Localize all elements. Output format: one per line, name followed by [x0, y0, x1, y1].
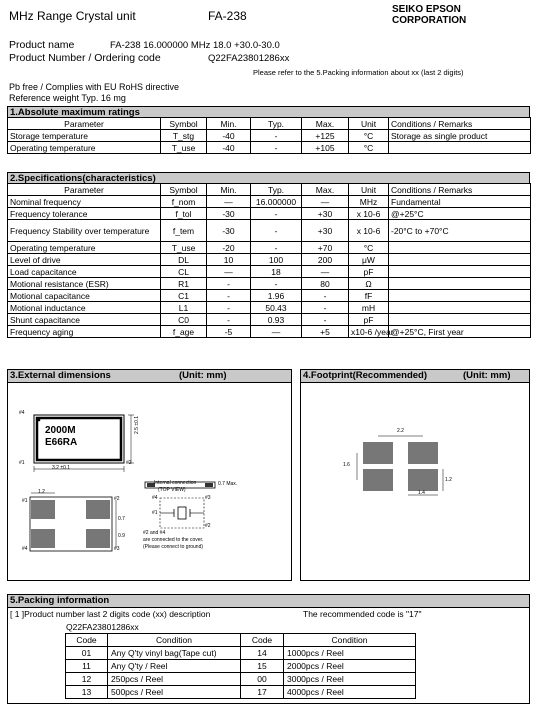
footprint-pad-4 [363, 469, 393, 491]
footprint-dim-right: 1.2 [445, 477, 452, 483]
table-cell: °C [349, 242, 389, 254]
packing-panel [7, 594, 530, 704]
pad-3 [86, 529, 110, 548]
table-cell: +125 [302, 130, 349, 142]
pin-label-2-top: #2 [126, 460, 132, 466]
pad-dim-c: 0.9 [118, 533, 125, 539]
table-cell: - [302, 314, 349, 326]
table-cell: DL [161, 254, 207, 266]
column-header: Symbol [161, 184, 207, 196]
table-cell: - [207, 290, 251, 302]
table-row [8, 130, 531, 142]
table-cell: - [207, 314, 251, 326]
footprint-pad-3 [408, 469, 438, 491]
table-cell: R1 [161, 278, 207, 290]
footprint-dim-bottom: 1.4 [418, 490, 425, 496]
packing-cell: 1000pcs / Reel [284, 647, 416, 660]
column-header: Unit [349, 118, 389, 130]
footprint-dim-left: 1.6 [343, 462, 350, 468]
packing-description: [ 1 ]Product number last 2 digits code (xx) description [10, 609, 211, 619]
table-cell: x 10-6 [349, 220, 389, 242]
table-cell: - [251, 242, 302, 254]
table-cell: — [251, 326, 302, 338]
table-cell [389, 290, 531, 302]
specs-header [8, 184, 531, 196]
marking-line-1: 2000M [45, 425, 76, 436]
table-cell: 200 [302, 254, 349, 266]
crystal-symbol [178, 507, 186, 519]
table-cell: - [251, 208, 302, 220]
footprint-unit: (Unit: mm) [463, 370, 511, 381]
document-title: MHz Range Crystal unit [9, 9, 136, 23]
packing-code-table [65, 633, 416, 699]
table-cell: pF [349, 314, 389, 326]
packing-cell: 13 [66, 686, 108, 699]
table-cell: -20 [207, 242, 251, 254]
packing-cell: Any Q'ty vinyl bag(Tape cut) [108, 647, 241, 660]
connection-note-1: #2 and #4 [143, 530, 166, 536]
conn-pin-3: #3 [205, 495, 211, 501]
table-cell: -5 [207, 326, 251, 338]
table-cell: °C [349, 130, 389, 142]
table-cell: 80 [302, 278, 349, 290]
table-cell: T_stg [161, 130, 207, 142]
table-cell: C0 [161, 314, 207, 326]
pin-label-4-bottom: #4 [22, 546, 28, 552]
table-cell: Level of drive [8, 254, 161, 266]
column-header: Typ. [251, 184, 302, 196]
packing-table-header [66, 634, 416, 647]
company-name: SEIKO EPSON CORPORATION [392, 4, 467, 26]
table-cell: - [302, 290, 349, 302]
footprint-title: 4.Footprint(Recommended) [303, 370, 428, 381]
packing-cell: Any Q'ty / Reel [108, 660, 241, 673]
packing-cell: 4000pcs / Reel [284, 686, 416, 699]
packing-cell: 00 [241, 673, 284, 686]
table-cell: — [302, 266, 349, 278]
table-cell: — [302, 196, 349, 208]
packing-cell: 500pcs / Reel [108, 686, 241, 699]
abs-max-title: 1.Absolute maximum ratings [7, 106, 530, 118]
table-cell: - [302, 302, 349, 314]
product-name-value: FA-238 16.000000 MHz 18.0 +30.0-30.0 [110, 40, 280, 51]
table-row [8, 254, 531, 266]
table-cell [389, 278, 531, 290]
connection-subtitle: (TOP VIEW) [158, 487, 186, 493]
table-cell: - [207, 302, 251, 314]
table-cell [389, 266, 531, 278]
table-row [8, 290, 531, 302]
pin-label-1-bottom: #1 [22, 498, 28, 504]
table-cell: Storage temperature [8, 130, 161, 142]
abs-max-table [7, 117, 531, 154]
table-cell: Frequency Stability over temperature [8, 220, 161, 242]
table-cell: fF [349, 290, 389, 302]
table-cell: f_age [161, 326, 207, 338]
table-cell: 1.96 [251, 290, 302, 302]
table-cell: 0.93 [251, 314, 302, 326]
conn-pin-4: #4 [152, 495, 158, 501]
table-cell: +30 [302, 208, 349, 220]
table-cell: Frequency aging [8, 326, 161, 338]
table-cell: MHz [349, 196, 389, 208]
table-cell: @+25°C [389, 208, 531, 220]
table-cell: T_use [161, 142, 207, 154]
packing-header [8, 595, 529, 608]
column-header: Typ. [251, 118, 302, 130]
specs-title: 2.Specifications(characteristics) [7, 172, 530, 184]
table-cell: -20°C to +70°C [389, 220, 531, 242]
column-header: Symbol [161, 118, 207, 130]
pin-label-2-bottom: #2 [114, 496, 120, 502]
table-cell: f_nom [161, 196, 207, 208]
table-cell: Ω [349, 278, 389, 290]
table-cell: -40 [207, 142, 251, 154]
table-cell: — [207, 266, 251, 278]
table-cell: - [251, 278, 302, 290]
pad-1 [31, 500, 55, 519]
abs-max-header [8, 118, 531, 130]
rohs-note: Pb free / Complies with EU RoHS directive [9, 82, 180, 92]
table-cell: 16.000000 [251, 196, 302, 208]
packing-cell: 15 [241, 660, 284, 673]
connection-title: Internal connection [154, 480, 197, 486]
packing-row [66, 686, 416, 699]
table-cell: Storage as single product [389, 130, 531, 142]
model-name: FA-238 [208, 9, 247, 23]
footprint-drawing [301, 370, 531, 582]
table-cell: -30 [207, 220, 251, 242]
table-cell: 10 [207, 254, 251, 266]
pad-dim-b: 0.7 [118, 516, 125, 522]
column-header: Min. [207, 184, 251, 196]
table-cell [389, 314, 531, 326]
table-cell: pF [349, 266, 389, 278]
packing-row [66, 647, 416, 660]
height-dim-label: 2.5 ±0.1 [134, 415, 140, 434]
table-row [8, 266, 531, 278]
table-cell: x 10-6 [349, 208, 389, 220]
table-cell: @+25°C, First year [389, 326, 531, 338]
table-cell: Operating temperature [8, 142, 161, 154]
packing-cell: 01 [66, 647, 108, 660]
packing-cell: 250pcs / Reel [108, 673, 241, 686]
column-header: Parameter [8, 118, 161, 130]
packing-column-header: Code [241, 634, 284, 647]
external-dimensions-title: 3.External dimensions [10, 370, 111, 381]
table-cell: +105 [302, 142, 349, 154]
column-header: Unit [349, 184, 389, 196]
table-cell [389, 142, 531, 154]
table-cell: C1 [161, 290, 207, 302]
table-row [8, 208, 531, 220]
table-cell: f_tem [161, 220, 207, 242]
table-cell: -30 [207, 208, 251, 220]
packing-row [66, 673, 416, 686]
table-row [8, 196, 531, 208]
table-cell: f_tol [161, 208, 207, 220]
specs-table [7, 183, 531, 338]
table-row [8, 302, 531, 314]
table-cell: Motional inductance [8, 302, 161, 314]
packing-part-number: Q22FA23801286xx [66, 622, 139, 632]
table-cell: L1 [161, 302, 207, 314]
table-cell: - [251, 220, 302, 242]
packing-column-header: Condition [108, 634, 241, 647]
table-cell: +5 [302, 326, 349, 338]
table-row [8, 242, 531, 254]
table-row [8, 326, 531, 338]
table-row [8, 314, 531, 326]
connection-note-2: are connected to the cover. [143, 537, 204, 543]
table-cell: Motional resistance (ESR) [8, 278, 161, 290]
table-row [8, 220, 531, 242]
packing-title: 5.Packing information [10, 595, 110, 606]
pin-label-1-top: #1 [19, 460, 25, 466]
table-cell: - [251, 130, 302, 142]
column-header: Min. [207, 118, 251, 130]
packing-recommended: The recommended code is "17" [303, 609, 422, 619]
table-cell: mH [349, 302, 389, 314]
column-header: Parameter [8, 184, 161, 196]
pin-label-3-bottom: #3 [114, 546, 120, 552]
footprint-pad-2 [408, 442, 438, 464]
table-cell: 18 [251, 266, 302, 278]
column-header: Conditions / Remarks [389, 118, 531, 130]
table-cell [389, 302, 531, 314]
table-cell: 50.43 [251, 302, 302, 314]
footprint-pad-1 [363, 442, 393, 464]
packing-cell: 3000pcs / Reel [284, 673, 416, 686]
table-cell: x10-6 /year [349, 326, 389, 338]
weight-note: Reference weight Typ. 16 mg [9, 93, 126, 103]
conn-pin-1: #1 [152, 510, 158, 516]
table-cell: - [251, 142, 302, 154]
table-cell: °C [349, 142, 389, 154]
table-row [8, 142, 531, 154]
external-dimensions-unit: (Unit: mm) [179, 370, 227, 381]
footprint-panel [300, 369, 530, 581]
table-cell: — [207, 196, 251, 208]
marking-line-2: E66RA [45, 437, 78, 448]
column-header: Max. [302, 184, 349, 196]
conn-pin-2: #2 [205, 523, 211, 529]
pad-4 [31, 529, 55, 548]
table-cell: T_use [161, 242, 207, 254]
pad-2 [86, 500, 110, 519]
external-dimensions-drawing [8, 370, 293, 582]
connection-note-3: (Please connect to ground) [143, 544, 204, 550]
packing-cell: 17 [241, 686, 284, 699]
table-row [8, 278, 531, 290]
footprint-dim-top: 2.2 [397, 428, 404, 434]
table-cell: μW [349, 254, 389, 266]
packing-cell: 14 [241, 647, 284, 660]
packing-column-header: Condition [284, 634, 416, 647]
product-number-label: Product Number / Ordering code [9, 52, 161, 64]
table-cell: Load capacitance [8, 266, 161, 278]
table-cell: +70 [302, 242, 349, 254]
table-cell: - [207, 278, 251, 290]
packing-row [66, 660, 416, 673]
thickness-dim-label: 0.7 Max. [218, 481, 238, 487]
packing-note: Please refer to the 5.Packing information about xx (last 2 digits) [253, 68, 464, 77]
table-cell: +30 [302, 220, 349, 242]
pad-dim-a: 1.2 [38, 489, 45, 495]
table-cell: Fundamental [389, 196, 531, 208]
column-header: Conditions / Remarks [389, 184, 531, 196]
packing-cell: 2000pcs / Reel [284, 660, 416, 673]
table-cell: -40 [207, 130, 251, 142]
product-number-value: Q22FA23801286xx [208, 53, 290, 64]
column-header: Max. [302, 118, 349, 130]
table-cell: Frequency tolerance [8, 208, 161, 220]
table-cell: Operating temperature [8, 242, 161, 254]
table-cell: Motional capacitance [8, 290, 161, 302]
width-dim-label: 3.2 ±0.1 [52, 465, 71, 471]
packing-cell: 11 [66, 660, 108, 673]
packing-cell: 12 [66, 673, 108, 686]
table-cell: CL [161, 266, 207, 278]
external-dimensions-panel [7, 369, 292, 581]
packing-column-header: Code [66, 634, 108, 647]
table-cell [389, 242, 531, 254]
table-cell [389, 254, 531, 266]
pin-label-4-top: #4 [19, 410, 25, 416]
table-cell: Nominal frequency [8, 196, 161, 208]
table-cell: 100 [251, 254, 302, 266]
table-cell: Shunt capacitance [8, 314, 161, 326]
product-name-label: Product name [9, 39, 75, 51]
